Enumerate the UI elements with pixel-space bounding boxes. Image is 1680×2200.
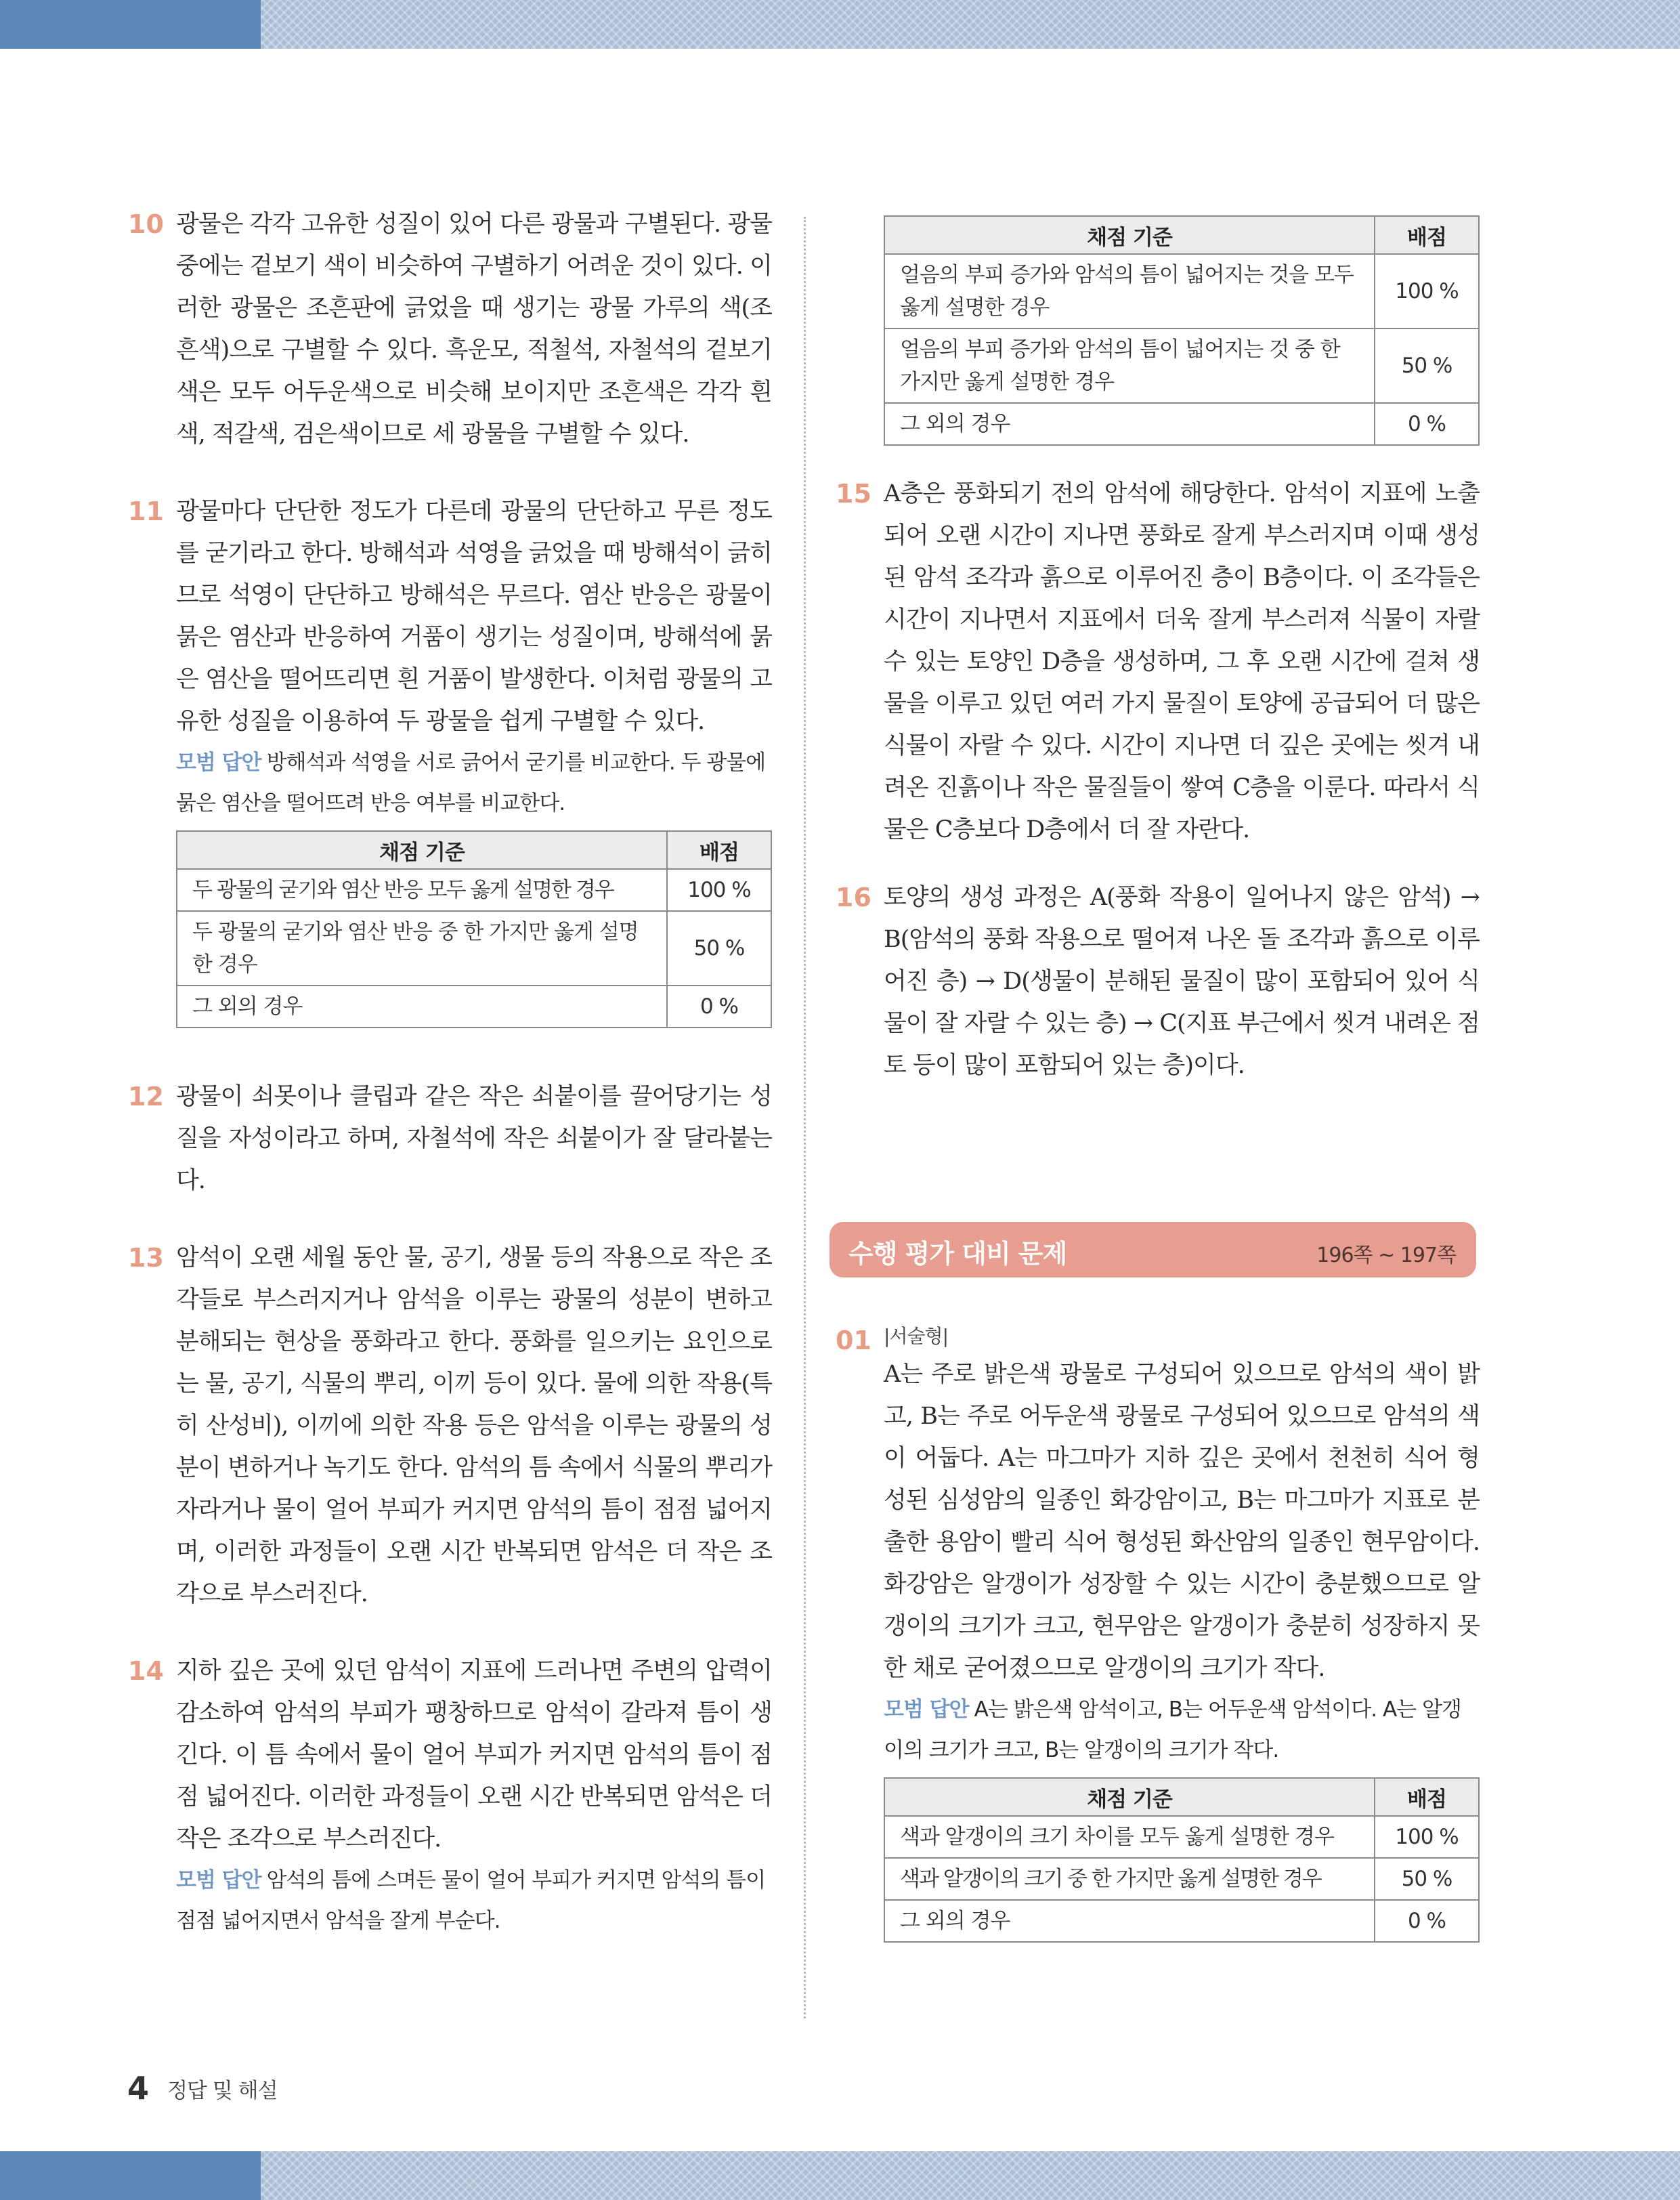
section-page-range: 196쪽 ~ 197쪽 (1316, 1244, 1456, 1267)
question-10 (122, 203, 772, 455)
header-points: 배점 (667, 831, 771, 869)
criteria-cell: 얼음의 부피 증가와 암석의 틈이 넓어지는 것을 모두 옳게 설명한 경우 (884, 254, 1375, 329)
model-answer (176, 1860, 772, 1941)
scoring-table-q14 (884, 215, 1480, 446)
question-number: 16 (836, 883, 871, 912)
points-cell: 100 % (1375, 1816, 1479, 1858)
question-number: 12 (128, 1082, 164, 1112)
question-number: 10 (128, 209, 164, 239)
question-explanation: A는 주로 밝은색 광물로 구성되어 있으므로 암석의 색이 밝고, B는 주로 어두운색 광물로 구성되어 있으므로 암석의 색이 어둡다. A는 마그마가 지하 깊은 곳에서 천천히 식어 형성된 심성암의 일종인 화강암이고, B는 마그마가 지표로 분출한 용암이 빨리 식어 형성된 화산암의 일종인 현무암이다. 화강암은 알갱이가 성장할 수 있는 시간이 충분했으므로 알갱이의 크기가 크고, 현무암은 알갱이가 충분히 성장하지 못한 채로 굳어졌으므로 알갱이의 크기가 작다. (884, 1361, 1480, 1682)
question-16 (830, 876, 1480, 1086)
footer-label: 정답 및 해설 (167, 2078, 278, 2103)
section-title: 수행 평가 대비 문제 (848, 1239, 1067, 1269)
header-points: 배점 (1375, 1778, 1479, 1816)
model-answer (884, 1689, 1480, 1771)
question-type-tag: |서술형| (884, 1325, 949, 1347)
scoring-table (884, 1777, 1480, 1943)
table-row (884, 254, 1479, 329)
points-cell: 0 % (1375, 403, 1479, 445)
header-criteria: 채점 기준 (884, 216, 1375, 254)
question-number: 13 (128, 1243, 164, 1273)
points-cell: 100 % (667, 869, 771, 911)
criteria-cell: 그 외의 경우 (884, 403, 1375, 445)
section-header (830, 1222, 1476, 1277)
header-criteria: 채점 기준 (884, 1778, 1375, 1816)
question-12 (122, 1076, 772, 1202)
table-row (177, 911, 771, 986)
table-header-row (884, 1778, 1479, 1816)
table-row (884, 1858, 1479, 1900)
question-15 (830, 473, 1480, 851)
points-cell: 50 % (1375, 1858, 1479, 1900)
question-explanation: 광물마다 단단한 정도가 다른데 광물의 단단하고 무른 정도를 굳기라고 한다. 방해석과 석영을 긁었을 때 방해석이 긁히므로 석영이 단단하고 방해석은 무르다. 염산 반응은 광물이 묽은 염산과 반응하여 거품이 생기는 성질이며, 방해석에 묽은 염산을 떨어뜨리면 흰 거품이 발생한다. 이처럼 광물의 고유한 성질을 이용하여 두 광물을 쉽게 구별할 수 있다. (176, 498, 772, 735)
question-14 (122, 1650, 772, 1941)
top-decorative-band (0, 0, 1680, 49)
table-header-row (884, 216, 1479, 254)
question-number: 01 (836, 1326, 871, 1355)
points-cell: 100 % (1375, 254, 1479, 329)
header-points: 배점 (1375, 216, 1479, 254)
question-explanation: A층은 풍화되기 전의 암석에 해당한다. 암석이 지표에 노출되어 오랜 시간이 지나면 풍화로 잘게 부스러지며 이때 생성된 암석 조각과 흙으로 이루어진 층이 B층이다. 이 조각들은 시간이 지나면서 지표에서 더욱 잘게 부스러져 식물이 자랄 수 있는 토양인 D층을 생성하며, 그 후 오랜 시간에 걸쳐 생물을 이루고 있던 여러 가지 물질이 토양에 공급되어 더 많은 식물이 자랄 수 있다. 시간이 지나면 더 깊은 곳에는 씻겨 내려온 진흙이나 작은 물질들이 쌓여 C층을 이룬다. 따라서 식물은 C층보다 D층에서 더 잘 자란다. (884, 480, 1480, 843)
left-column (122, 203, 772, 1941)
points-cell: 0 % (1375, 1900, 1479, 1942)
top-accent-block (0, 0, 261, 49)
scoring-table (176, 830, 772, 1028)
bottom-accent-block (0, 2151, 261, 2200)
question-explanation: 광물은 각각 고유한 성질이 있어 다른 광물과 구별된다. 광물 중에는 겉보기 색이 비슷하여 구별하기 어려운 것이 있다. 이러한 광물은 조흔판에 긁었을 때 생기는 광물 가루의 색(조흔색)으로 구별할 수 있다. 흑운모, 적철석, 자철석의 겉보기 색은 모두 어두운색으로 비슷해 보이지만 조흔색은 각각 흰색, 적갈색, 검은색이므로 세 광물을 구별할 수 있다. (176, 211, 772, 448)
question-explanation: 암석이 오랜 세월 동안 물, 공기, 생물 등의 작용으로 작은 조각들로 부스러지거나 암석을 이루는 광물의 성분이 변하고 분해되는 현상을 풍화라고 한다. 풍화를 일으키는 요인으로는 물, 공기, 식물의 뿌리, 이끼 등이 있다. 물에 의한 작용(특히 산성비), 이끼에 의한 작용 등은 암석을 이루는 광물의 성분이 변하거나 녹기도 한다. 암석의 틈 속에서 식물의 뿌리가 자라거나 물이 얼어 부피가 커지면 암석의 틈이 점점 넓어지며, 이러한 과정들이 오랜 시간 반복되면 암석은 더 작은 조각으로 부스러진다. (176, 1244, 772, 1607)
model-answer-text: 암석의 틈에 스며든 물이 얼어 부피가 커지면 암석의 틈이 점점 넓어지면서 암석을 잘게 부순다. (176, 1868, 766, 1933)
model-answer-text: A는 밝은색 암석이고, B는 어두운색 암석이다. A는 알갱이의 크기가 크고, B는 알갱이의 크기가 작다. (884, 1697, 1461, 1762)
page-footer (127, 2070, 278, 2107)
right-column (830, 203, 1480, 1943)
table-row (884, 1816, 1479, 1858)
question-explanation: 지하 깊은 곳에 있던 암석이 지표에 드러나면 주변의 압력이 감소하여 암석의 부피가 팽창하므로 암석이 갈라져 틈이 생긴다. 이 틈 속에서 물이 얼어 부피가 커지면 암석의 틈이 점점 넓어진다. 이러한 과정들이 오랜 시간 반복되면 암석은 더 작은 조각으로 부스러진다. (176, 1657, 772, 1853)
criteria-cell: 얼음의 부피 증가와 암석의 틈이 넓어지는 것 중 한 가지만 옳게 설명한 경우 (884, 329, 1375, 403)
bottom-decorative-band (0, 2151, 1680, 2200)
points-cell: 50 % (667, 911, 771, 986)
column-divider (804, 217, 806, 2018)
model-answer-label: 모범 답안 (176, 1868, 261, 1892)
model-answer-label: 모범 답안 (884, 1697, 969, 1722)
criteria-cell: 두 광물의 굳기와 염산 반응 모두 옳게 설명한 경우 (177, 869, 667, 911)
criteria-cell: 색과 알갱이의 크기 중 한 가지만 옳게 설명한 경우 (884, 1858, 1375, 1900)
question-number: 14 (128, 1656, 164, 1686)
table-row (177, 986, 771, 1028)
question-number: 15 (836, 479, 871, 509)
question-11 (122, 490, 772, 1028)
model-answer (176, 742, 772, 824)
question-explanation: 광물이 쇠못이나 클립과 같은 작은 쇠붙이를 끌어당기는 성질을 자성이라고 하며, 자철석에 작은 쇠붙이가 잘 달라붙는다. (176, 1083, 772, 1194)
criteria-cell: 그 외의 경우 (177, 986, 667, 1028)
table-header-row (177, 831, 771, 869)
question-13 (122, 1237, 772, 1615)
criteria-cell: 두 광물의 굳기와 염산 반응 중 한 가지만 옳게 설명한 경우 (177, 911, 667, 986)
model-answer-text: 방해석과 석영을 서로 긁어서 굳기를 비교한다. 두 광물에 묽은 염산을 떨어뜨려 반응 여부를 비교한다. (176, 750, 766, 816)
table-row (884, 1900, 1479, 1942)
criteria-cell: 그 외의 경우 (884, 1900, 1375, 1942)
points-cell: 50 % (1375, 329, 1479, 403)
question-number: 11 (128, 496, 164, 526)
table-row (884, 403, 1479, 445)
header-criteria: 채점 기준 (177, 831, 667, 869)
table-row (177, 869, 771, 911)
points-cell: 0 % (667, 986, 771, 1028)
model-answer-label: 모범 답안 (176, 750, 261, 775)
question-explanation: 토양의 생성 과정은 A(풍화 작용이 일어나지 않은 암석) → B(암석의 풍화 작용으로 떨어져 나온 돌 조각과 흙으로 이루어진 층) → D(생물이 분해된 물질이 많이 포함되어 있어 식물이 잘 자랄 수 있는 층) → C(지표 부근에서 씻겨 내려온 점토 등이 많이 포함되어 있는 층)이다. (884, 884, 1480, 1079)
page-number: 4 (127, 2070, 150, 2107)
question-01 (830, 1319, 1480, 1943)
criteria-cell: 색과 알갱이의 크기 차이를 모두 옳게 설명한 경우 (884, 1816, 1375, 1858)
table-row (884, 329, 1479, 403)
